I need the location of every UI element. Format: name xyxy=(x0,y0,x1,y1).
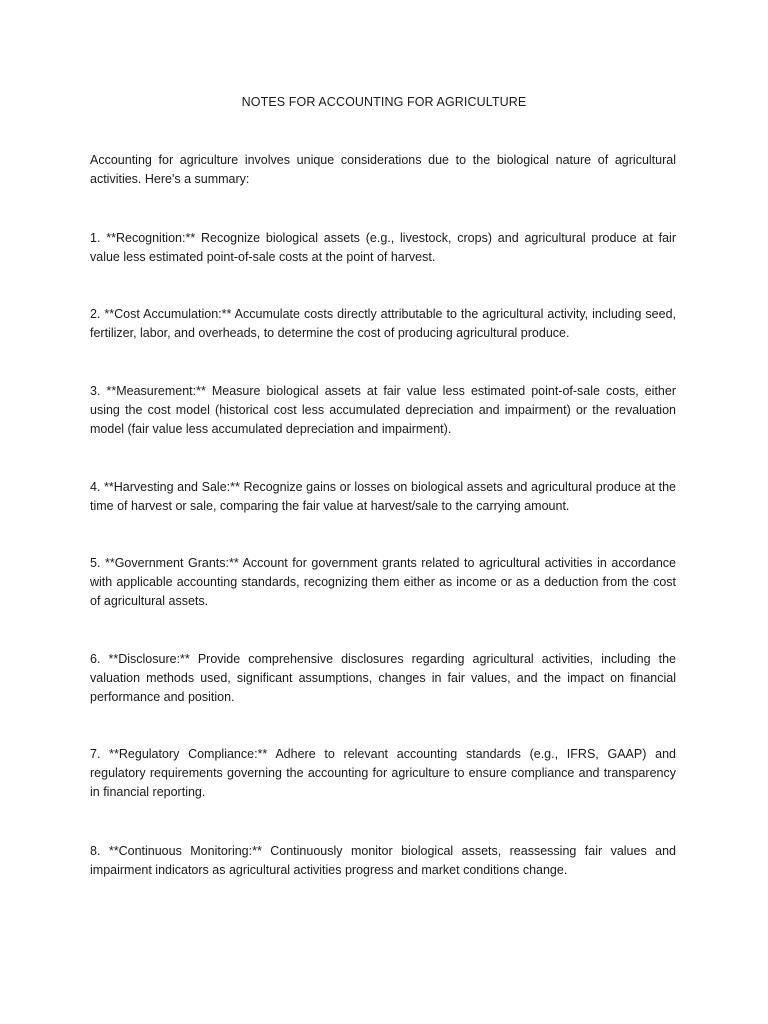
list-item-regulatory-compliance: 7. **Regulatory Compliance:** Adhere to relevant accounting standards (e.g., IFRS, GAAP) and regulatory requirements governing the accounting for agriculture to ensure compliance and transparency in financial reporting. xyxy=(90,747,676,800)
list-item-harvesting-and-sale: 4. **Harvesting and Sale:** Recognize gains or losses on biological assets and agricultural produce at the time of harvest or sale, comparing the fair value at harvest/sale to the carrying amount. xyxy=(90,480,676,514)
list-item-measurement: 3. **Measurement:** Measure biological assets at fair value less estimated point-of-sale costs, either using the cost model (historical cost less accumulated depreciation and impairment) or the revaluation model (fair value less accumulated depreciation and impairment). xyxy=(90,384,676,437)
list-item-cost-accumulation: 2. **Cost Accumulation:** Accumulate costs directly attributable to the agricultural activity, including seed, fertilizer, labor, and overheads, to determine the cost of producing agricultural produce. xyxy=(90,307,676,341)
list-item-disclosure: 6. **Disclosure:** Provide comprehensive disclosures regarding agricultural activities, including the valuation methods used, significant assumptions, changes in fair values, and the impact on financial performance and position. xyxy=(90,652,676,705)
list-item-recognition: 1. **Recognition:** Recognize biological assets (e.g., livestock, crops) and agricultural produce at fair value less estimated point-of-sale costs at the point of harvest. xyxy=(90,231,676,265)
list-item-government-grants: 5. **Government Grants:** Account for government grants related to agricultural activities in accordance with applicable accounting standards, recognizing them either as income or as a deduction from the cost of agricultural assets. xyxy=(90,556,676,609)
intro-paragraph: Accounting for agriculture involves unique considerations due to the biological nature of agricultural activities. Here's a summary: xyxy=(90,153,676,187)
document-title: NOTES FOR ACCOUNTING FOR AGRICULTURE xyxy=(241,95,527,109)
list-item-continuous-monitoring: 8. **Continuous Monitoring:** Continuously monitor biological assets, reassessing fair values and impairment indicators as agricultural activities progress and market conditions change. xyxy=(90,844,676,878)
